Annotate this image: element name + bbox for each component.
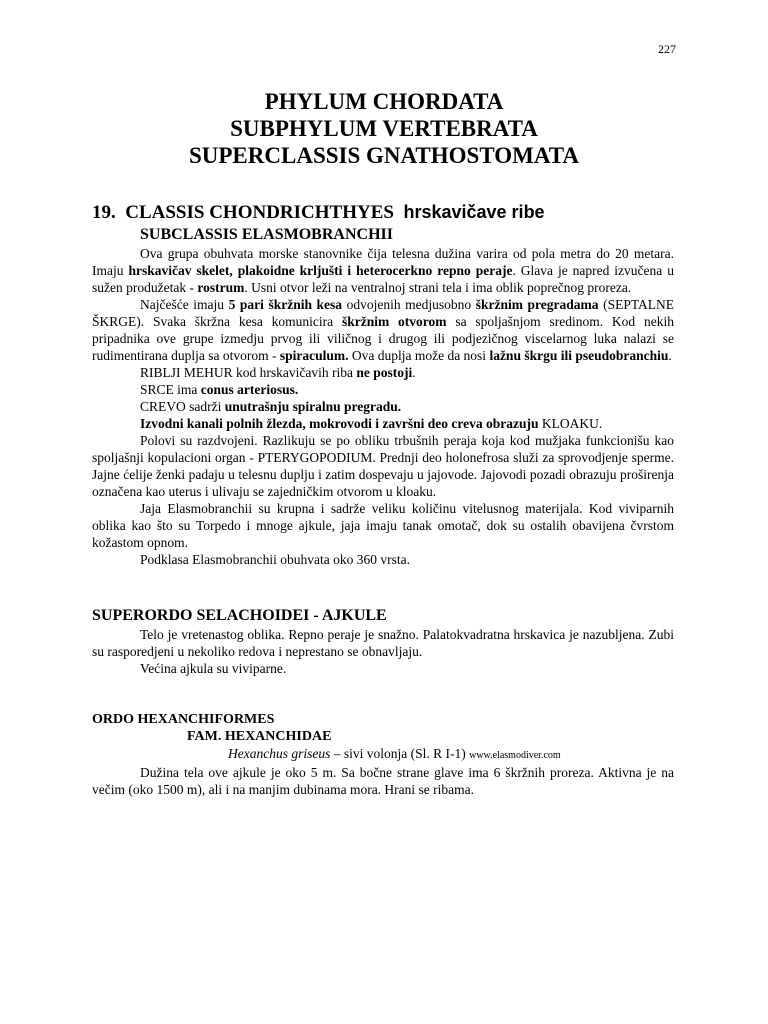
paragraph-cloaca: Izvodni kanali polnih žlezda, mokrovodi i završni deo creva obrazuju KLOAKU. [140, 416, 603, 431]
subphylum-title: SUBPHYLUM VERTEBRATA [230, 116, 538, 141]
section-number: 19. [92, 202, 116, 223]
classis-common-name: hrskavičave ribe [403, 202, 545, 222]
paragraph-viviparous: Većina ajkula su viviparne. [140, 661, 287, 676]
paragraph-eggs: Jaja Elasmobranchii su krupna i sadrže veliku količinu vitelusnog materijala. Kod viviparnih oblika kao što su Torpedo i mnoge ajkule, jaja imaju tanak omotač, dok su ostalih obavijena čvrstom kožastom opnom. [92, 501, 674, 550]
paragraph-species-count: Podklasa Elasmobranchii obuhvata oko 360 vrsta. [140, 552, 410, 567]
classis-heading [92, 200, 674, 225]
paragraph-heart: SRCE ima conus arteriosus. [140, 382, 299, 397]
page-number: 227 [658, 42, 676, 56]
title-block [0, 88, 768, 169]
superordo-heading: SUPERORDO SELACHOIDEI - AJKULE [92, 607, 387, 624]
document-body [92, 200, 674, 798]
paragraph-swim-bladder: RIBLJI MEHUR kod hrskavičavih riba ne postoji. [140, 365, 416, 380]
family-heading: FAM. HEXANCHIDAE [187, 729, 332, 744]
paragraph-shark-description: Dužina tela ove ajkule je oko 5 m. Sa bočne strane glave ima 6 škržnih proreza. Aktivna je na večim (oko 1500 m), ali i na manjim dubinama mora. Hrani se ribama. [92, 765, 674, 797]
superclassis-title: SUPERCLASSIS GNATHOSTOMATA [188, 143, 580, 168]
species-latin-name: Hexanchus griseus [228, 746, 331, 761]
paragraph-gills: Najčešće imaju 5 pari škržnih kesa odvojenih medjusobno škržnim pregradama (SEPTALNE ŠKRGE). Svaka škržna kesa komunicira škržnim otvorom sa spoljašnjom sredinom. Kod nekih pripadnika ove grupe izmedju prvog ili viličnog i drugog ili podjezičnog viscelarnog luka nalazi se rudimentirana duplja sa otvorom - spiraculum. Ova duplja može da nosi lažnu škrgu ili pseudobranchiu. [92, 297, 674, 363]
ordo-heading: ORDO HEXANCHIFORMES [92, 712, 275, 727]
phylum-title: PHYLUM CHORDATA [264, 89, 504, 114]
source-link[interactable]: www.elasmodiver.com [469, 750, 561, 761]
species-line: Hexanchus griseus – sivi volonja (Sl. R I-1) www.elasmodiver.com [228, 746, 561, 761]
paragraph-intro: Ova grupa obuhvata morske stanovnike čija telesna dužina varira od pola metra do 20 metara. Imaju hrskavičav skelet, plakoidne krljušti i heterocerkno repno peraje. Glava je napred izvučena u sužen produžetak - rostrum. Usni otvor leži na ventralnoj strani tela i ima oblik poprečnog proreza. [92, 246, 674, 295]
subclassis-heading: SUBCLASSIS ELASMOBRANCHII [140, 226, 393, 243]
paragraph-sexes: Polovi su razdvojeni. Razlikuju se po obliku trbušnih peraja koja kod mužjaka funkcionišu kao spoljašnji kopulacioni organ - PTERYGOPODIUM. Prednji deo holonefrosa služi za sprovodjenje sperme. Jajne ćelije ženki padaju u telesnu duplju i zatim dospevaju u jajovode. Jajovodi pozadi obrazuju proširenja označena kao uterus i ulivaju se zajedničkim otvorom u kloaku. [92, 433, 674, 499]
paragraph-body-shape: Telo je vretenastog oblika. Repno peraje je snažno. Palatokvadratna hrskavica je nazubljena. Zubi su rasporedjeni u nekoliko redova i neprestano se obnavljaju. [92, 627, 674, 659]
classis-name: CLASSIS CHONDRICHTHYES [125, 202, 394, 223]
paragraph-intestine: CREVO sadrži unutrašnju spiralnu pregradu. [140, 399, 402, 414]
